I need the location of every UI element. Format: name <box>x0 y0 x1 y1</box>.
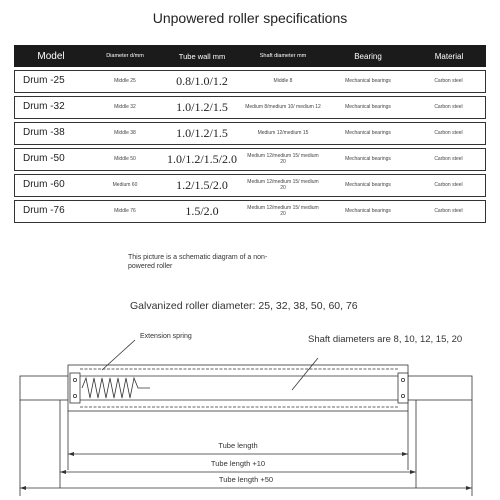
tube-length-label: Tube length <box>218 441 258 450</box>
header-material: Material <box>412 45 486 67</box>
cell-model: Drum -60 <box>14 174 88 197</box>
cell-material: Carbon steel <box>412 122 486 145</box>
table-row <box>14 200 486 223</box>
cell-tube-wall: 1.5/2.0 <box>162 200 242 223</box>
roller-tube <box>68 365 408 411</box>
cell-diameter: Middle 50 <box>88 148 162 171</box>
cell-bearing: Mechanical bearings <box>324 96 412 119</box>
cell-bearing: Mechanical bearings <box>324 70 412 93</box>
header-model: Model <box>14 45 88 67</box>
cell-tube-wall: 1.2/1.5/2.0 <box>162 174 242 197</box>
cell-shaft: Medium 12/medium 15 <box>242 122 324 145</box>
cell-bearing: Mechanical bearings <box>324 174 412 197</box>
cell-model: Drum -38 <box>14 122 88 145</box>
roller-diagram <box>0 320 500 500</box>
header-diameter: Diameter d/mm <box>88 45 162 67</box>
end-cap-left <box>70 373 80 403</box>
cell-model: Drum -25 <box>14 70 88 93</box>
cell-tube-wall: 1.0/1.2/1.5 <box>162 96 242 119</box>
diagram-caption: This picture is a schematic diagram of a non-powered roller <box>128 254 268 270</box>
cell-model: Drum -76 <box>14 200 88 223</box>
spring-label: Extension spring <box>140 333 192 340</box>
cell-bearing: Mechanical bearings <box>324 122 412 145</box>
spec-table <box>14 42 486 226</box>
cell-tube-wall: 1.0/1.2/1.5/2.0 <box>162 148 242 171</box>
arrowhead <box>68 452 74 456</box>
table-row <box>14 122 486 145</box>
cell-shaft: Medium 12/medium 15/ medium 20 <box>242 148 324 171</box>
cell-diameter: Middle 38 <box>88 122 162 145</box>
shaft-label: Shaft diameters are 8, 10, 12, 15, 20 <box>308 334 463 345</box>
cell-shaft: Medium 8/medium 10/ medium 12 <box>242 96 324 119</box>
end-cap-right <box>398 373 408 403</box>
cell-model: Drum -32 <box>14 96 88 119</box>
cell-model: Drum -50 <box>14 148 88 171</box>
arrowhead <box>60 470 66 474</box>
cell-material: Carbon steel <box>412 70 486 93</box>
cell-bearing: Mechanical bearings <box>324 148 412 171</box>
arrowhead <box>410 470 416 474</box>
table-header-row <box>14 45 486 67</box>
cell-tube-wall: 0.8/1.0/1.2 <box>162 70 242 93</box>
cell-diameter: Middle 25 <box>88 70 162 93</box>
cell-shaft: Medium 12/medium 15/ medium 20 <box>242 200 324 223</box>
cell-diameter: Medium 60 <box>88 174 162 197</box>
table-row <box>14 70 486 93</box>
cell-diameter: Middle 76 <box>88 200 162 223</box>
cell-material: Carbon steel <box>412 174 486 197</box>
arrowhead <box>20 486 26 490</box>
arrowhead <box>466 486 472 490</box>
cell-shaft: Middle 8 <box>242 70 324 93</box>
cell-diameter: Middle 32 <box>88 96 162 119</box>
cell-material: Carbon steel <box>412 200 486 223</box>
table-row <box>14 96 486 119</box>
table-row <box>14 148 486 171</box>
cell-bearing: Mechanical bearings <box>324 200 412 223</box>
cell-tube-wall: 1.0/1.2/1.5 <box>162 122 242 145</box>
tube-length-50-label: Tube length +50 <box>218 475 274 484</box>
cell-material: Carbon steel <box>412 148 486 171</box>
cell-shaft: Medium 12/medium 15/ medium 20 <box>242 174 324 197</box>
tube-length-10-label: Tube length +10 <box>210 459 266 468</box>
galvanized-label: Galvanized roller diameter: 25, 32, 38, 50, 60, 76 <box>130 300 358 312</box>
arrowhead <box>402 452 408 456</box>
header-shaft: Shaft diameter mm <box>242 45 324 67</box>
cell-material: Carbon steel <box>412 96 486 119</box>
page-title: Unpowered roller specifications <box>152 10 348 26</box>
table-row <box>14 174 486 197</box>
header-tube-wall: Tube wall mm <box>162 45 242 67</box>
header-bearing: Bearing <box>324 45 412 67</box>
